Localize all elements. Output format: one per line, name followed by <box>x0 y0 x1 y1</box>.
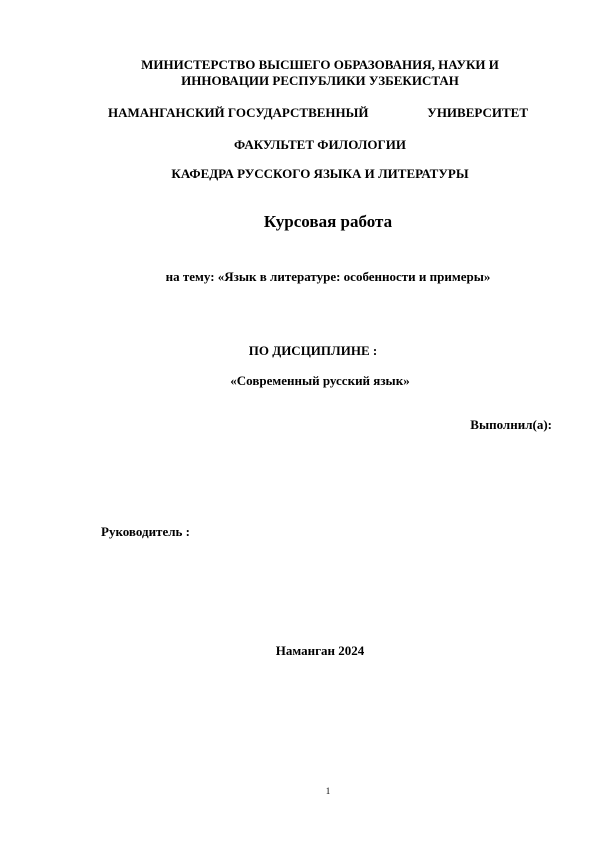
discipline-label: ПО ДИСЦИПЛИНЕ : <box>248 343 378 358</box>
supervisor-label: Руководитель : <box>101 524 190 539</box>
page-number: 1 <box>325 786 331 796</box>
university-name-part1: НАМАНГАНСКИЙ ГОСУДАРСТВЕННЫЙ <box>108 105 369 120</box>
work-title: Курсовая работа <box>263 212 393 231</box>
discipline-name: «Современный русский язык» <box>230 373 410 388</box>
work-topic: на тему: «Язык в литературе: особенности и примеры» <box>165 269 491 284</box>
city-year: Наманган 2024 <box>275 643 365 658</box>
performed-by-label: Выполнил(а): <box>470 417 552 432</box>
ministry-name-line2: ИННОВАЦИИ РЕСПУБЛИКИ УЗБЕКИСТАН <box>181 73 459 88</box>
department-name: КАФЕДРА РУССКОГО ЯЗЫКА И ЛИТЕРАТУРЫ <box>171 166 469 181</box>
university-name-part2: УНИВЕРСИТЕТ <box>427 105 528 120</box>
ministry-name-line1: МИНИСТЕРСТВО ВЫСШЕГО ОБРАЗОВАНИЯ, НАУКИ И <box>141 57 499 72</box>
faculty-name: ФАКУЛЬТЕТ ФИЛОЛОГИИ <box>233 137 406 152</box>
